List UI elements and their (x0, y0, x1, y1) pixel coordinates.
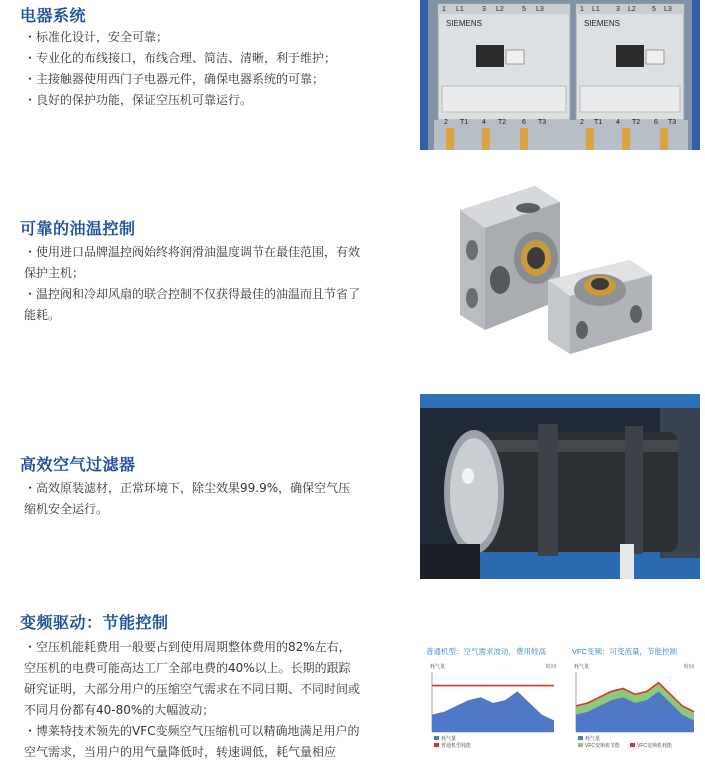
terminal-label: T3 (668, 119, 677, 126)
terminal-label: T2 (632, 119, 641, 126)
section-title-electrical: 电器系统 (20, 6, 87, 25)
terminal-label: L3 (664, 6, 672, 13)
section-title-air-filter: 高效空气过滤器 (20, 455, 136, 474)
terminal-label: 5 (522, 6, 526, 13)
terminal-label: 2 (580, 119, 584, 126)
legend-label: VFC变频机节能 (585, 743, 621, 749)
chart-title: VFC变频：可变流量，节能控制 (572, 647, 677, 656)
siemens-logo-text: SIEMENS (584, 19, 621, 28)
terminal-label: T1 (594, 119, 603, 126)
chart-standard-machine-svg (420, 644, 560, 751)
legend-label: 耗气量 (441, 736, 457, 742)
terminal-label: T1 (460, 119, 469, 126)
bullet-item: ・主接触器使用西门子电器元件，确保电器系统的可靠； (24, 72, 325, 86)
terminal-label: 6 (654, 119, 658, 126)
bullet-item: ・空压机能耗费用一般要占到使用周期整体费用的82%左右，空压机的电费可能高达工厂全部电费的40%以上。长期的跟踪研究证明，大部分用户的压缩空气需求在不同日期、不同时间或不同月份都有40-80%的大幅波动； (24, 640, 361, 717)
section-oil-temperature (0, 200, 705, 380)
terminal-label: 1 (580, 6, 584, 13)
terminal-label: 3 (616, 6, 620, 13)
siemens-logo-text: SIEMENS (446, 19, 483, 28)
legend-label: 普通机型耗能 (441, 743, 472, 749)
siemens-contactor-photo (420, 0, 700, 150)
terminal-label: 4 (616, 119, 620, 126)
series-area-air-demand (432, 691, 554, 732)
terminal-label: 5 (652, 6, 656, 13)
chart-title: 普通机型：空气需求波动，费用较高 (426, 647, 546, 656)
bullet-item: ・博莱特技术领先的VFC变频空气压缩机可以精确地满足用户的空气需求，当用户的用气量降低时，转速调低，耗气量相应 (24, 724, 360, 759)
legend-swatch (630, 743, 635, 747)
terminal-label: 3 (482, 6, 486, 13)
thermostatic-valve-photo (440, 180, 660, 368)
bullet-item: ・温控阀和冷却风扇的联合控制不仅获得最佳的油温而且节省了能耗。 (24, 287, 361, 322)
terminal-label: T2 (498, 119, 507, 126)
chart-xlabel: 时间 (546, 664, 557, 670)
terminal-label: 4 (482, 119, 486, 126)
terminal-label: T3 (538, 119, 547, 126)
bullet-list-oil-temperature (24, 242, 362, 326)
section-electrical (0, 0, 705, 160)
air-filter-photo (420, 394, 700, 579)
bullet-item: ・使用进口品牌温控阀始终将润滑油温度调节在最佳范围，有效保护主机； (24, 245, 361, 280)
section-air-filter (0, 394, 705, 580)
chart-vfc-machine-svg (564, 644, 700, 751)
terminal-label: 1 (442, 6, 446, 13)
bullet-list-vfc-drive (24, 637, 362, 763)
chart-standard-machine (420, 644, 560, 751)
bullet-list-electrical (24, 27, 336, 111)
terminal-label: L3 (536, 6, 544, 13)
legend-swatch (434, 743, 439, 747)
legend-label: 耗气量 (585, 736, 601, 742)
section-vfc-drive (0, 600, 705, 759)
section-title-oil-temperature: 可靠的油温控制 (20, 219, 136, 238)
terminal-label: 2 (444, 119, 448, 126)
bullet-item: ・专业化的布线接口，布线合理、简洁、清晰，利于维护； (24, 51, 337, 65)
chart-xlabel: 时间 (684, 664, 695, 670)
chart-ylabel: 耗气量 (574, 664, 590, 670)
bullet-item: ・良好的保护功能，保证空压机可靠运行。 (24, 93, 253, 107)
terminal-label: L2 (628, 6, 636, 13)
terminal-label: 6 (522, 119, 526, 126)
legend-swatch (434, 736, 439, 740)
terminal-label: L2 (496, 6, 504, 13)
chart-vfc-machine (564, 644, 700, 751)
section-title-vfc-drive: 变频驱动：节能控制 (20, 613, 169, 632)
chart-ylabel: 耗气量 (430, 664, 446, 670)
bullet-item: ・标准化设计，安全可靠； (24, 30, 169, 44)
legend-swatch (578, 736, 583, 740)
legend-label: VFC变频机耗能 (637, 743, 673, 749)
terminal-label: L1 (592, 6, 600, 13)
bullet-list-air-filter (24, 478, 362, 520)
legend-swatch (578, 743, 583, 747)
bullet-item: ・高效原装滤材，正常环境下，除尘效果99.9%，确保空气压缩机安全运行。 (24, 481, 351, 516)
terminal-label: L1 (456, 6, 464, 13)
